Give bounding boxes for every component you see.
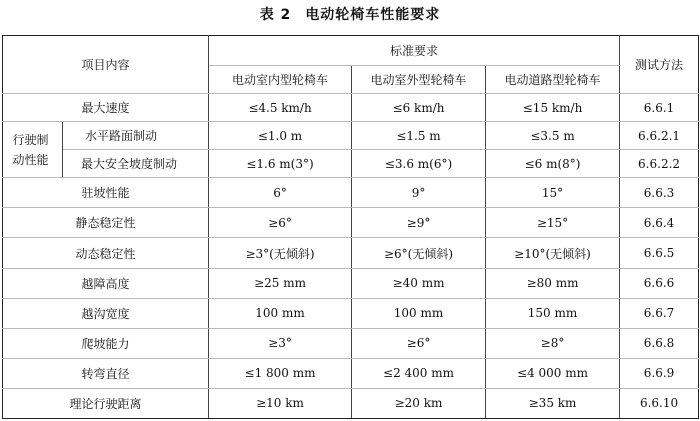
cell-method: 6.6.2.2 <box>620 150 699 178</box>
table-row <box>3 328 699 358</box>
cell-method: 6.6.6 <box>620 268 699 298</box>
cell-road: ≥15° <box>486 208 620 238</box>
cell-method: 6.6.3 <box>620 178 699 208</box>
table-row <box>3 94 699 122</box>
header-standard-requirements: 标准要求 <box>209 36 620 66</box>
group-label-text: 行驶制动性能 <box>12 132 49 167</box>
cell-road: ≥10°(无倾斜) <box>486 238 620 268</box>
table-row <box>3 150 699 178</box>
table-row <box>3 268 699 298</box>
cell-outdoor: ≤2 400 mm <box>352 358 486 388</box>
cell-outdoor: ≤1.5 m <box>352 122 486 150</box>
cell-indoor: ≤1.0 m <box>209 122 352 150</box>
cell-indoor: ≥3°(无倾斜) <box>209 238 352 268</box>
cell-indoor: ≥25 mm <box>209 268 352 298</box>
cell-method: 6.6.4 <box>620 208 699 238</box>
row-name: 水平路面制动 <box>63 122 209 150</box>
cell-road: ≥8° <box>486 328 620 358</box>
row-name: 转弯直径 <box>3 358 209 388</box>
cell-method: 6.6.8 <box>620 328 699 358</box>
row-name: 越障高度 <box>3 268 209 298</box>
cell-method: 6.6.2.1 <box>620 122 699 150</box>
cell-method: 6.6.10 <box>620 388 699 418</box>
header-item-content: 项目内容 <box>3 36 209 94</box>
cell-outdoor: ≥6°(无倾斜) <box>352 238 486 268</box>
header-row <box>3 36 699 66</box>
row-name: 驻坡性能 <box>3 178 209 208</box>
cell-road: ≤15 km/h <box>486 94 620 122</box>
cell-road: 150 mm <box>486 298 620 328</box>
table-row <box>3 208 699 238</box>
table-number: 表 2 <box>259 7 292 23</box>
header-indoor-type: 电动室内型轮椅车 <box>209 66 352 94</box>
table-title: 电动轮椅车性能要求 <box>305 7 441 23</box>
table-row <box>3 238 699 268</box>
cell-outdoor: 9° <box>352 178 486 208</box>
performance-requirements-table <box>2 35 699 419</box>
row-name: 静态稳定性 <box>3 208 209 238</box>
cell-indoor: ≥10 km <box>209 388 352 418</box>
cell-method: 6.6.7 <box>620 298 699 328</box>
table-row <box>3 358 699 388</box>
cell-outdoor: ≥9° <box>352 208 486 238</box>
cell-road: ≥35 km <box>486 388 620 418</box>
table-caption <box>0 2 700 28</box>
cell-outdoor: 100 mm <box>352 298 486 328</box>
row-name: 越沟宽度 <box>3 298 209 328</box>
table-row <box>3 178 699 208</box>
cell-outdoor: ≤3.6 m(6°) <box>352 150 486 178</box>
row-name: 最大安全坡度制动 <box>63 150 209 178</box>
cell-indoor: ≥6° <box>209 208 352 238</box>
cell-indoor: 6° <box>209 178 352 208</box>
cell-road: ≤3.5 m <box>486 122 620 150</box>
cell-outdoor: ≥6° <box>352 328 486 358</box>
header-outdoor-type: 电动室外型轮椅车 <box>352 66 486 94</box>
cell-method: 6.6.9 <box>620 358 699 388</box>
header-road-type: 电动道路型轮椅车 <box>486 66 620 94</box>
row-name: 理论行驶距离 <box>3 388 209 418</box>
table-row <box>3 298 699 328</box>
cell-outdoor: ≥40 mm <box>352 268 486 298</box>
table-row <box>3 122 699 150</box>
cell-indoor: 100 mm <box>209 298 352 328</box>
cell-outdoor: ≥20 km <box>352 388 486 418</box>
row-name: 最大速度 <box>3 94 209 122</box>
row-name: 爬坡能力 <box>3 328 209 358</box>
cell-method: 6.6.1 <box>620 94 699 122</box>
row-name: 动态稳定性 <box>3 238 209 268</box>
cell-road: 15° <box>486 178 620 208</box>
cell-indoor: ≥3° <box>209 328 352 358</box>
table-row <box>3 388 699 418</box>
cell-indoor: ≤1.6 m(3°) <box>209 150 352 178</box>
cell-road: ≤6 m(8°) <box>486 150 620 178</box>
group-label-braking <box>3 122 63 178</box>
cell-indoor: ≤1 800 mm <box>209 358 352 388</box>
cell-outdoor: ≤6 km/h <box>352 94 486 122</box>
cell-road: ≥80 mm <box>486 268 620 298</box>
cell-road: ≤4 000 mm <box>486 358 620 388</box>
cell-method: 6.6.5 <box>620 238 699 268</box>
cell-indoor: ≤4.5 km/h <box>209 94 352 122</box>
header-test-method: 测试方法 <box>620 36 699 94</box>
